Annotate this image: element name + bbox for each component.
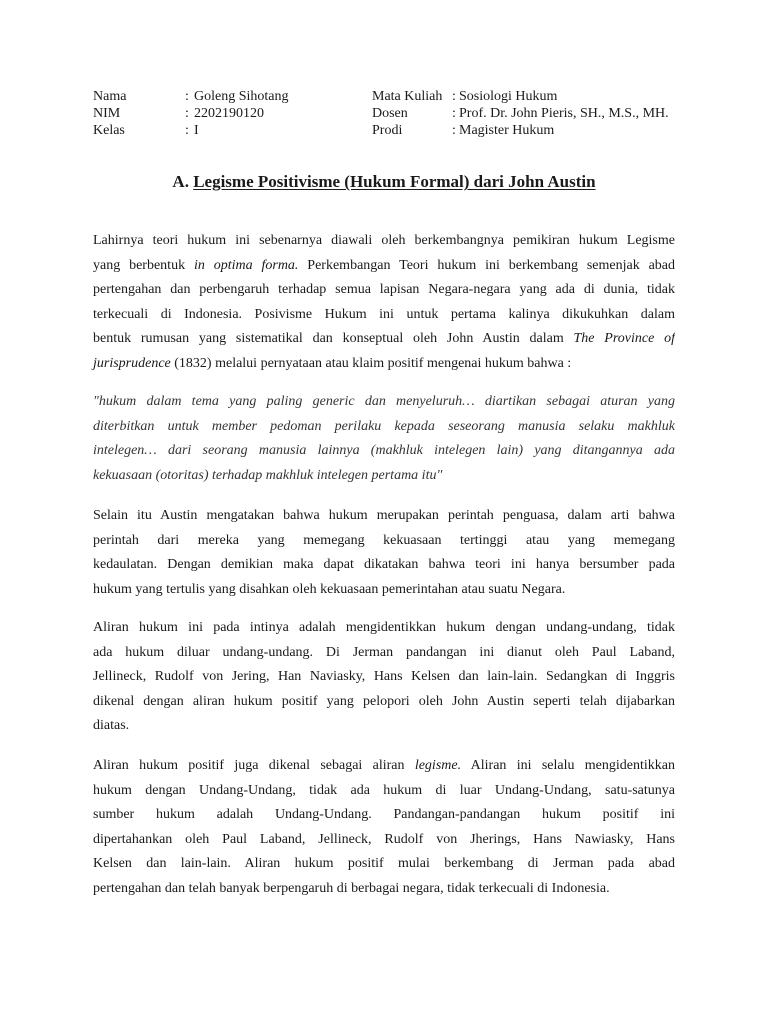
paragraph-intro <box>93 229 675 376</box>
paragraph-line: perintah dari mereka yang memegang kekuasaan tertinggi atau yang memegang <box>93 532 675 548</box>
paragraph-line: Aliran hukum ini pada intinya adalah mengidentikkan hukum dengan undang-undang, tidak <box>93 620 675 635</box>
nama-label: Nama <box>93 89 127 104</box>
paragraph-line: dipertahankan oleh Paul Laband, Jellineck, Rudolf von Jherings, Hans Nawiasky, Hans <box>93 831 675 847</box>
prodi-separator: : <box>452 123 456 138</box>
quote-line: "hukum dalam tema yang paling generic dan menyeluruh… diartikan sebagai aturan yang <box>93 394 675 409</box>
book-title: jurisprudence <box>93 355 171 371</box>
prodi-label: Prodi <box>372 123 403 138</box>
paragraph-line: yang berbentuk in optima forma. Perkembangan Teori hukum ini berkembang semenjak abad <box>93 257 675 273</box>
kelas-value: I <box>194 123 199 138</box>
paragraph-line: jurisprudence (1832) melalui pernyataan atau klaim positif mengenai hukum bahwa : <box>93 355 572 371</box>
paragraph-line: Aliran hukum positif juga dikenal sebagai aliran legisme. Aliran ini selalu mengidentikkan <box>93 758 675 773</box>
dosen-label: Dosen <box>372 106 408 121</box>
paragraph-legisme <box>93 754 675 901</box>
paragraph-line: Selain itu Austin mengatakan bahwa hukum merupakan perintah penguasa, dalam arti bahwa <box>93 508 675 523</box>
paragraph-line: bentuk rumusan yang sistematikal dan konseptual oleh John Austin dalam The Province of <box>93 331 675 346</box>
quote-line: diterbitkan untuk member pedoman perilaku kepada seseorang manusia selaku makhluk <box>93 418 675 434</box>
nim-label: NIM <box>93 106 121 121</box>
kelas-label: Kelas <box>93 123 125 138</box>
paragraph-line: hukum dengan Undang-Undang, tidak ada hukum di luar Undang-Undang, satu-satunya <box>93 782 675 798</box>
paragraph-line: diatas. <box>93 718 130 733</box>
austin-quote <box>93 390 675 488</box>
paragraph-line: hukum yang tertulis yang disahkan oleh kekuasaan pemerintahan atau suatu Negara. <box>93 581 566 597</box>
paragraph-legal-flow <box>93 616 675 739</box>
paragraph-line: sumber hukum adalah Undang-Undang. Pandangan-pandangan hukum positif ini <box>93 807 675 822</box>
paragraph-line: Jellineck, Rudolf von Jering, Han Naviasky, Hans Kelsen dan lain-lain. Sedangkan di Inggris <box>93 669 675 684</box>
paragraph-line: ada hukum diluar undang-undang. Di Jerman pandangan ini dianut oleh Paul Laband, <box>93 644 675 660</box>
matkul-label: Mata Kuliah <box>372 89 443 104</box>
matkul-separator: : <box>452 89 456 104</box>
nama-separator: : <box>185 89 189 104</box>
matkul-value: Sosiologi Hukum <box>459 89 558 104</box>
kelas-separator: : <box>185 123 189 138</box>
paragraph-line: Lahirnya teori hukum ini sebenarnya diawali oleh berkembangnya pemikiran hukum Legisme <box>93 233 675 248</box>
nim-separator: : <box>185 106 189 121</box>
latin-term: in optima forma. <box>193 257 299 273</box>
legisme-term: legisme. <box>414 758 462 773</box>
paragraph-line: pertengahan dan perbengaruh terhadap semua lapisan Negara-negara yang ada di dunia, tidak <box>93 282 675 297</box>
section-number: A. <box>172 172 189 191</box>
quote-line: intelegen… dari seorang manusia lainnya (makhluk intelegen lain) yang ditangannya ada <box>93 443 675 458</box>
quote-line: kekuasaan (otoritas) terhadap makhluk intelegen pertama itu" <box>93 467 443 483</box>
paragraph-line: pertengahan dan telah banyak berpengaruh di berbagai negara, tidak terkecuali di Indonesia. <box>93 880 610 896</box>
section-title-text: Legisme Positivisme (Hukum Formal) dari John Austin <box>193 172 596 191</box>
paragraph-line: terkecuali di Indonesia. Posivisme Hukum ini untuk pertama kalinya dikukuhkan dalam <box>93 306 675 322</box>
book-title: The Province of <box>573 331 675 346</box>
nim-value: 2202190120 <box>194 106 264 121</box>
dosen-value: Prof. Dr. John Pieris, SH., M.S., MH. <box>459 106 669 121</box>
dosen-separator: : <box>452 106 456 121</box>
paragraph-austin-command <box>93 504 675 602</box>
paragraph-line: dikenal dengan aliran hukum positif yang pelopori oleh John Austin seperti telah dijabarkan <box>93 693 675 709</box>
prodi-value: Magister Hukum <box>459 123 555 138</box>
paragraph-line: Kelsen dan lain-lain. Aliran hukum positif mulai berkembang di Jerman pada abad <box>93 856 675 871</box>
nama-value: Goleng Sihotang <box>194 89 289 104</box>
paragraph-line: kedaulatan. Dengan demikian maka dapat dikatakan bahwa teori ini hanya bersumber pada <box>93 557 675 572</box>
section-title <box>0 172 768 192</box>
